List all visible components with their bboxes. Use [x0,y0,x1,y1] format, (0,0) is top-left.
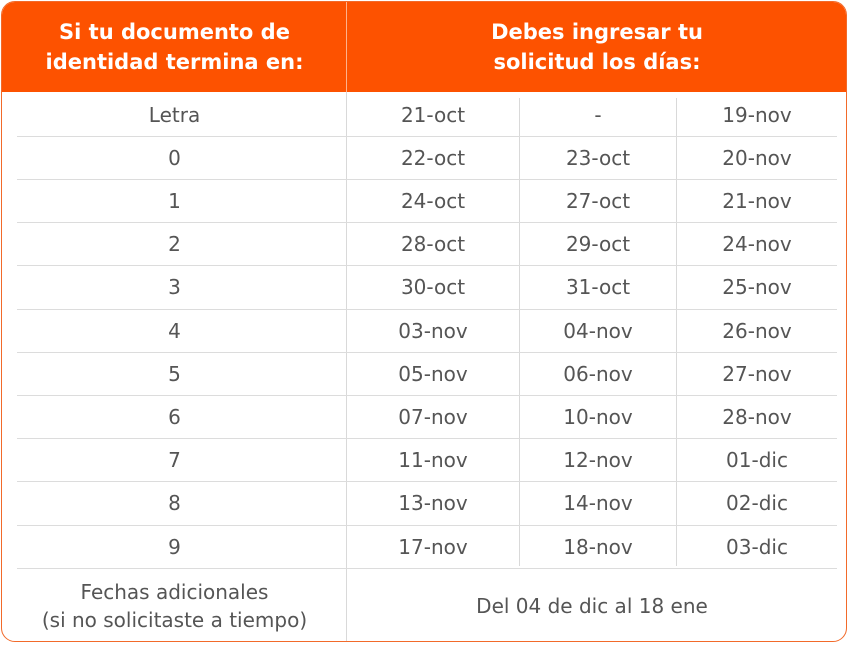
date-cell-3: 02-dic [726,491,788,516]
date-cell-1: 03-nov [398,318,468,343]
date-cell-2: - [594,102,602,127]
date-cell-3: 03-dic [726,534,788,559]
date-cell-1: 11-nov [398,448,468,473]
date-cell-3: 27-nov [722,361,792,386]
date-cell-1: 21-oct [400,102,466,127]
date-cell-3: 21-nov [722,188,792,213]
header-document-ending [2,2,347,92]
date-cell-2: 12-nov [563,448,633,473]
table-header [2,2,847,92]
table-row [2,223,847,266]
document-ending-cell: 0 [168,145,181,170]
footer-left-line2: (si no solicitaste a tiempo) [41,607,308,632]
date-cell-2: 10-nov [563,404,633,429]
date-cell-2: 06-nov [563,361,633,386]
table-row [2,525,847,568]
table-row [2,482,847,525]
table-row [2,395,847,438]
header-request-days [347,2,847,92]
date-cell-3: 24-nov [722,232,792,257]
table-row [2,309,847,352]
document-ending-cell: 9 [168,534,181,559]
date-cell-1: 30-oct [400,275,466,300]
table-row [2,179,847,222]
header-left-line1: Si tu documento de [59,20,290,44]
document-ending-cell: 3 [168,275,181,300]
document-ending-cell: 5 [168,361,181,386]
date-cell-2: 31-oct [565,275,631,300]
date-cell-2: 27-oct [565,188,631,213]
date-cell-1: 24-oct [400,188,466,213]
document-ending-cell: 8 [168,491,181,516]
date-cell-1: 13-nov [398,491,468,516]
table-row [2,352,847,395]
schedule-table [1,1,847,642]
header-right-line2: solicitud los días: [493,50,701,74]
additional-dates-label [2,568,347,642]
date-cell-1: 07-nov [398,404,468,429]
date-cell-3: 19-nov [722,102,792,127]
date-cell-2: 29-oct [565,232,631,257]
date-cell-1: 17-nov [398,534,468,559]
document-ending-cell: 2 [168,232,181,257]
date-cell-3: 01-dic [726,448,788,473]
date-cell-2: 14-nov [563,491,633,516]
date-cell-2: 18-nov [563,534,633,559]
document-ending-cell: 6 [168,404,181,429]
additional-dates-value: Del 04 de dic al 18 ene [476,593,708,618]
date-cell-3: 20-nov [722,145,792,170]
table-row [2,439,847,482]
date-cell-1: 22-oct [400,145,466,170]
header-left-line2: identidad termina en: [45,50,304,74]
date-cell-1: 28-oct [400,232,466,257]
footer-left-line1: Fechas adicionales [80,579,269,604]
date-cell-3: 28-nov [722,404,792,429]
date-cell-1: 05-nov [398,361,468,386]
table-row [2,266,847,309]
table-row [2,93,847,136]
header-right-line1: Debes ingresar tu [491,20,703,44]
document-ending-cell: Letra [148,102,201,127]
date-cell-2: 04-nov [563,318,633,343]
document-ending-cell: 1 [168,188,181,213]
date-cell-2: 23-oct [565,145,631,170]
date-cell-3: 25-nov [722,275,792,300]
table-row [2,136,847,179]
document-ending-cell: 4 [168,318,181,343]
date-cell-3: 26-nov [722,318,792,343]
document-ending-cell: 7 [168,448,181,473]
